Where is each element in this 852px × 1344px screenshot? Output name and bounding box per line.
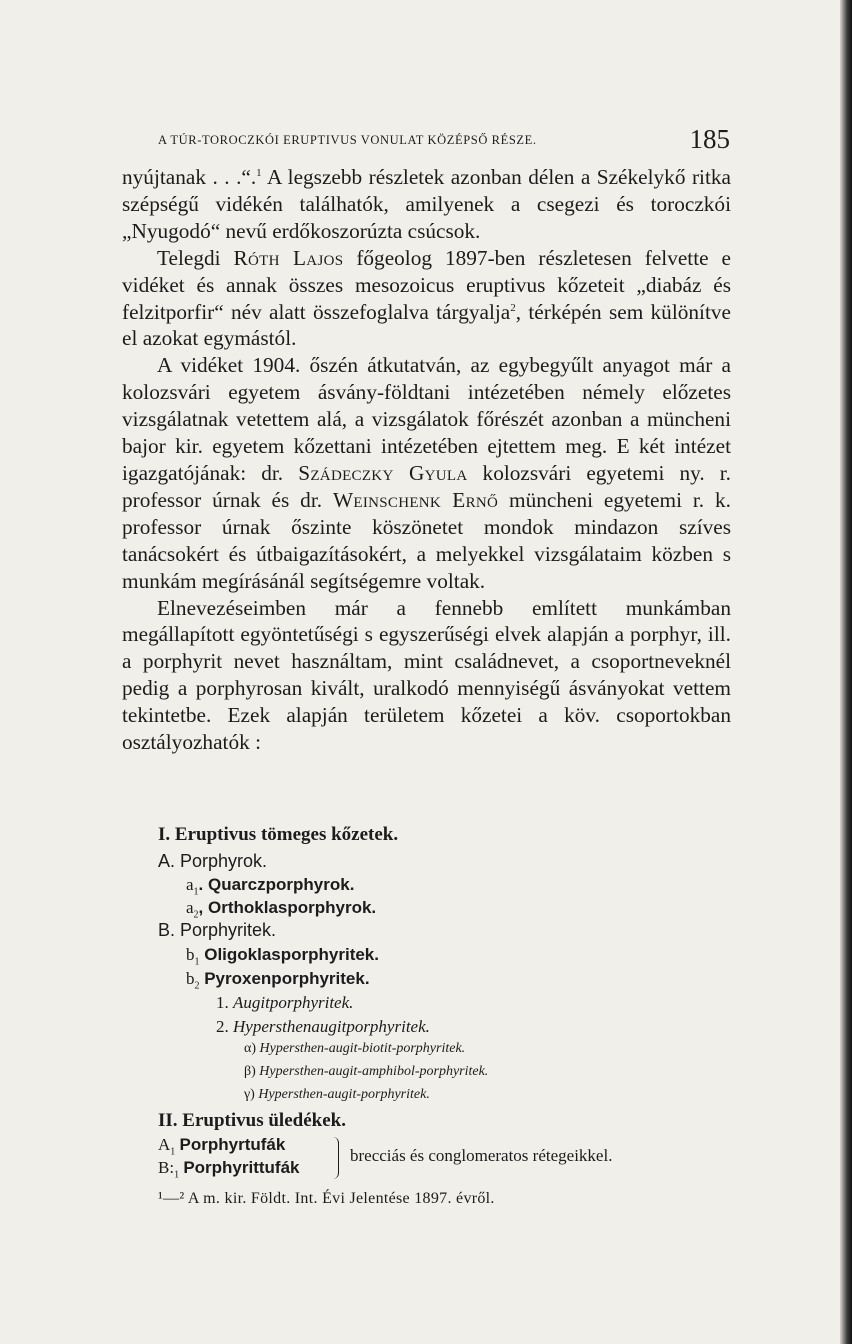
footnote: ¹—² A m. kir. Földt. Int. Évi Jelentése 1897. évről. xyxy=(158,1190,495,1207)
p2-text-a: Telegdi xyxy=(157,245,234,270)
name-weinschenk: Weinschenk Ernő xyxy=(332,487,499,512)
item-a1 xyxy=(186,875,354,897)
b2-text: Pyroxenporphyritek. xyxy=(199,969,370,988)
body-text xyxy=(122,164,731,756)
B1-sub: 1 xyxy=(174,1169,180,1181)
item-A1 xyxy=(158,1135,285,1157)
page-number: 185 xyxy=(689,124,730,154)
alpha-text: Hypersthen-augit-biotit-porphyritek. xyxy=(259,1041,466,1056)
alpha-mark: α) xyxy=(244,1041,256,1056)
item-b1 xyxy=(186,945,379,967)
footnote-ref-1: 1 xyxy=(256,166,262,179)
p1-text-a: nyújtanak . . .“. xyxy=(122,165,257,189)
paragraph-3 xyxy=(122,352,731,594)
b2-mark: b xyxy=(186,969,195,988)
a2-text: , Orthoklasporphyrok. xyxy=(198,898,377,917)
b1-mark: b xyxy=(186,945,195,964)
item-2 xyxy=(216,1017,430,1037)
B1-mark: B: xyxy=(158,1158,175,1177)
scan-border xyxy=(840,0,852,1344)
gamma-mark: γ) xyxy=(244,1087,255,1102)
beta-mark: β) xyxy=(244,1064,256,1079)
footnote-ref-2: 2 xyxy=(510,301,516,314)
running-header: A TÚR-TOROCZKÓI ERUPTIVUS VONULAT KÖZÉPSŐ RÉSZE. xyxy=(158,133,537,147)
a2-sub: 2 xyxy=(193,909,199,921)
a2-mark: a xyxy=(186,898,194,917)
item-alpha xyxy=(244,1041,465,1057)
item-a2 xyxy=(186,898,376,920)
p3-text-b: kolozsvári egyetemi ny. r. professor úrnak és dr. xyxy=(122,460,731,512)
B1-text: Porphyrittufák xyxy=(183,1158,300,1177)
paragraph-1 xyxy=(122,164,731,245)
group-B-heading: B. Porphyritek. xyxy=(158,920,277,940)
name-szadeczky: Szádeczky Gyula xyxy=(298,460,468,485)
group-A-heading: A. Porphyrok. xyxy=(158,851,268,871)
grouping-brace xyxy=(330,1137,339,1179)
A1-text: Porphyrtufák xyxy=(179,1135,286,1154)
a1-text: . Quarczporphyrok. xyxy=(198,875,355,894)
beta-text: Hypersthen-augit-amphibol-porphyritek. xyxy=(259,1064,489,1079)
item-2-number: 2. xyxy=(216,1017,229,1036)
item-1-number: 1. xyxy=(216,993,229,1012)
a1-mark: a xyxy=(186,875,194,894)
paragraph-2 xyxy=(122,245,731,353)
b1-text: Oligoklasporphyritek. xyxy=(199,945,379,964)
item-1 xyxy=(216,993,353,1013)
p1-text-b: A legszebb részletek azonban délen a Székelykő ritka szépségű vidékén találhatók, amilyenek a csegezi és toroczkói „Nyugodó“ nevű erdőkoszorúzta csúcsok. xyxy=(122,165,731,243)
p2-text-c: , térképén sem különítve el azokat egymástól. xyxy=(122,299,731,351)
a1-sub: 1 xyxy=(193,886,199,898)
b1-sub: 1 xyxy=(194,956,200,968)
p3-text-c: müncheni egyetemi r. k. professor úrnak őszinte köszönetet mondok mindazon szíves tanácsokért és útbaigazításokért, a melyekkel vizsgálataim közben s munkám megírásánál segítségemre voltak. xyxy=(122,487,732,593)
p3-text-a: A vidéket 1904. őszén átkutatván, az egybegyűlt anyagot már a kolozsvári egyetem ásvány-földtani intézetében némely előzetes vizsgálatnak vetettem alá, a vizsgálatok főrészét azonban a müncheni bajor kir. egyetem kőzettani intézetében ejtettem meg. E két intézet igazgatójának: dr. xyxy=(122,353,731,485)
item-2-text: Hypersthenaugitporphyritek. xyxy=(233,1017,430,1036)
group-II-heading: II. Eruptivus üledékek. xyxy=(158,1110,346,1131)
A1-mark: A xyxy=(158,1135,171,1154)
item-gamma xyxy=(244,1087,430,1103)
A1-sub: 1 xyxy=(170,1146,176,1158)
paragraph-4: Elnevezéseimben már a fennebb említett munkámban megállapított egyöntetűségi s egyszerűségi elvek alapján a porphyr, ill. a porphyrit nevet használtam, mint családnevet, a csoportneveknél pedig a porphyrosan kivált, uralkodó mennyiségű ásványokat vettem tekintetbe. Ezek alapján területem kőzetei a köv. csoportokban osztályozhatók : xyxy=(122,595,731,755)
group-I-heading: I. Eruptivus tömeges kőzetek. xyxy=(158,824,399,845)
b2-sub: 2 xyxy=(194,980,200,992)
gamma-text: Hypersthen-augit-porphyritek. xyxy=(258,1087,430,1102)
item-beta xyxy=(244,1064,488,1080)
brace-note: brecciás és conglomeratos rétegeikkel. xyxy=(350,1146,613,1165)
item-1-text: Augitporphyritek. xyxy=(233,993,354,1012)
item-B1 xyxy=(158,1158,300,1180)
author-name-roth: Róth Lajos xyxy=(233,245,344,270)
item-b2 xyxy=(186,969,370,991)
p2-text-b: főgeolog 1897-ben részletesen felvette e vidéket és annak összes mesozoicus eruptivus kőzeteit „diabáz és felzitporfir“ név alatt összefoglalva tárgyalja xyxy=(122,245,731,324)
